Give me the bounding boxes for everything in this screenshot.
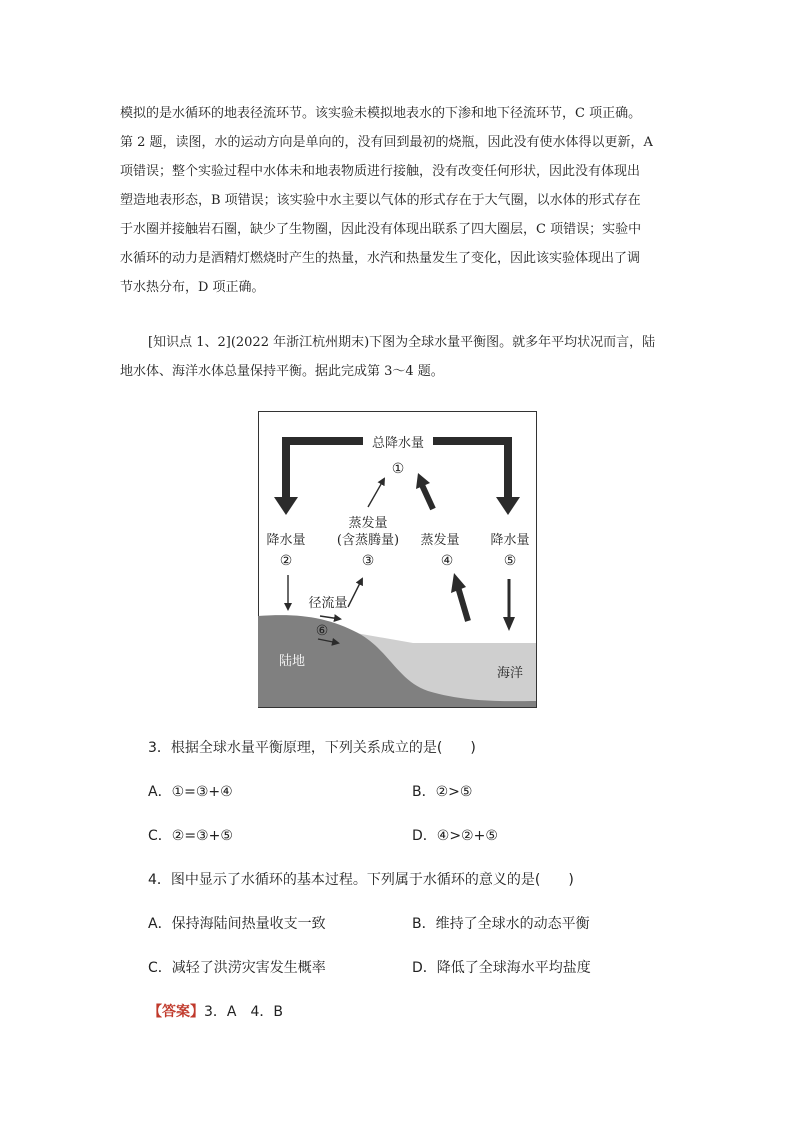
question-4-stem: 4．图中显示了水循环的基本过程。下列属于水循环的意义的是( )	[148, 872, 574, 888]
explanation-line: 第 2 题，读图，水的运动方向是单向的，没有回到最初的烧瓶，因此没有使水体得以更新，A	[120, 135, 653, 150]
evap-sea-label: 蒸发量	[420, 533, 460, 548]
intro-line: [知识点 1、2](2022 年浙江杭州期末)下图为全球水量平衡图。就多年平均状况而言，陆	[148, 335, 656, 350]
precip-land-label: 降水量	[266, 533, 306, 548]
intro-line: 地水体、海洋水体总量保持平衡。据此完成第 3～4 题。	[120, 364, 444, 379]
precip-sea-label: 降水量	[490, 533, 530, 548]
explanation-line: 塑造地表形态，B 项错误；该实验中水主要以气体的形式存在于大气圈，以水体的形式存在	[120, 193, 641, 208]
question-4-option-a[interactable]: A．保持海陆间热量收支一致	[148, 916, 326, 932]
label-2: ②	[279, 553, 293, 569]
explanation-line: 节水热分布，D 项正确。	[120, 280, 265, 295]
intro-paragraph	[120, 328, 690, 386]
label-1: ①	[391, 461, 405, 477]
evap-land-label-sub: (含蒸腾量)	[336, 533, 400, 548]
explanation-line: 项错误；整个实验过程中水体未和地表物质进行接触，没有改变任何形状，因此没有体现出	[120, 164, 641, 179]
question-3-option-b[interactable]: B．②>⑤	[412, 784, 473, 800]
explanation-line: 水循环的动力是酒精灯燃烧时产生的热量，水汽和热量发生了变化，因此该实验体现出了调	[120, 251, 641, 266]
ocean-label: 海洋	[496, 666, 524, 681]
question-3-option-a[interactable]: A．①=③+④	[148, 784, 233, 800]
explanation-line: 于水圈并接触岩石圈，缺少了生物圈，因此没有体现出联系了四大圈层，C 项错误；实验中	[120, 222, 642, 237]
evap-land-label: 蒸发量	[348, 516, 388, 531]
total-precip-label: 总降水量	[371, 436, 425, 451]
question-4-option-c[interactable]: C．减轻了洪涝灾害发生概率	[148, 960, 326, 976]
question-3-stem: 3．根据全球水量平衡原理，下列关系成立的是( )	[148, 740, 476, 756]
explanation-line: 模拟的是水循环的地表径流环节。该实验未模拟地表水的下渗和地下径流环节，C 项正确。	[120, 106, 642, 121]
label-4: ④	[440, 553, 454, 569]
explanation-paragraph	[120, 99, 690, 302]
question-4-option-d[interactable]: D．降低了全球海水平均盐度	[412, 960, 591, 976]
water-balance-diagram	[258, 411, 537, 708]
label-3: ③	[361, 553, 375, 569]
answer-text: 3．A 4．B	[204, 1004, 283, 1020]
question-4-option-b[interactable]: B．维持了全球水的动态平衡	[412, 916, 590, 932]
label-6: ⑥	[315, 623, 329, 639]
question-3-option-d[interactable]: D．④>②+⑤	[412, 828, 498, 844]
runoff-label: 径流量	[308, 596, 348, 611]
label-5: ⑤	[503, 553, 517, 569]
answer-tag: 【答案】	[148, 1004, 204, 1020]
land-label: 陆地	[278, 654, 306, 669]
answer-line	[148, 1001, 283, 1021]
question-3-option-c[interactable]: C．②=③+⑤	[148, 828, 233, 844]
